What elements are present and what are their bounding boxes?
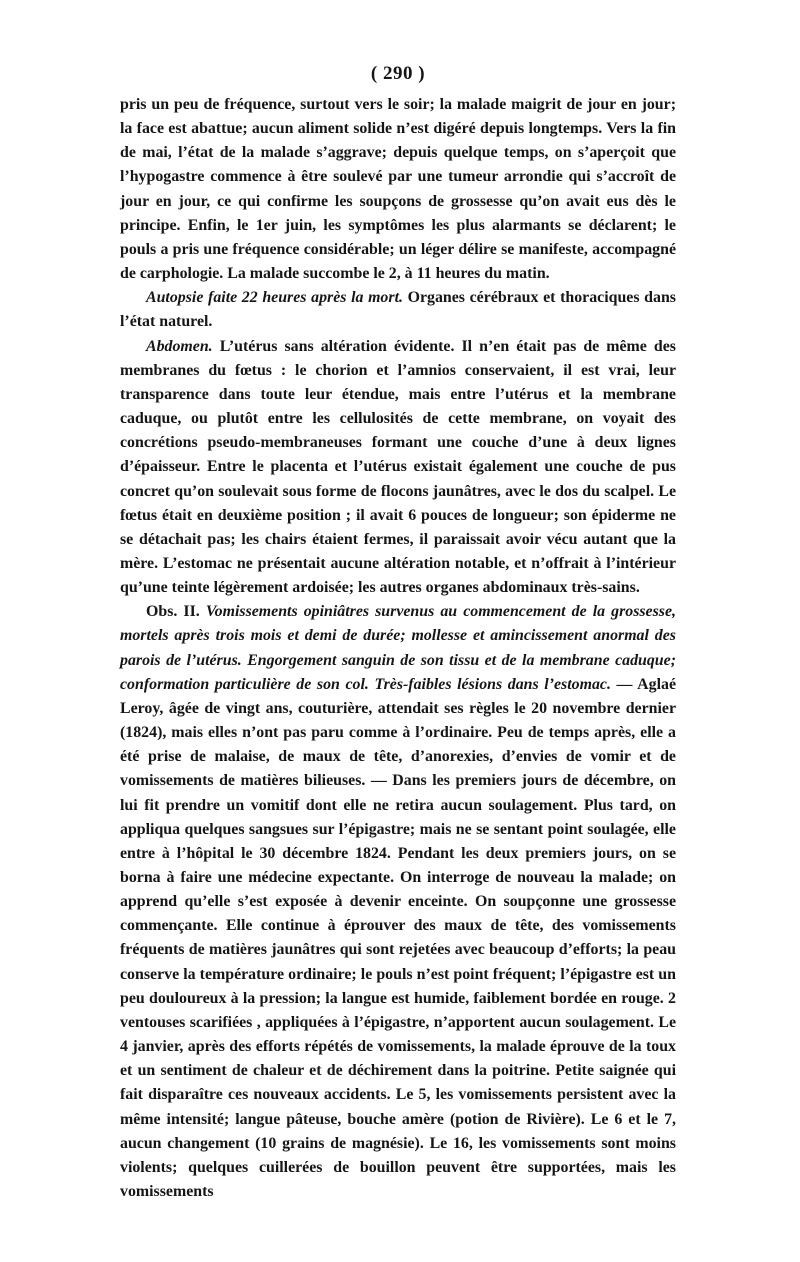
paragraph bbox=[120, 600, 676, 1204]
italic-text: mollesse et amincissement anormal des parois de l’utérus. Engorgement sanguin de son tissu et de la membrane caduque; conformation particulière de son col. Très-faibles lésions dans l’estomac. bbox=[120, 627, 676, 693]
italic-text: Abdomen. bbox=[146, 337, 213, 355]
document-page bbox=[120, 62, 676, 1204]
paragraph bbox=[120, 286, 676, 334]
italic-text: Vomissements opiniâtres survenus au commencement de la grossesse, mortels après trois mois et demi de durée; bbox=[120, 603, 677, 645]
paragraph bbox=[120, 93, 676, 286]
text-segment: Obs. II. bbox=[146, 603, 206, 621]
text-segment: — Aglaé Leroy, âgée de vingt ans, couturière, attendait ses règles le 20 novembre dernier (1824), mais elles n’ont pas paru comme à l’ordinaire. Peu de temps après, elle a été prise de malaise, de maux de tête, d’anorexies, d’envies de vomir et de vomissements de matières bilieuses. — Dans les premiers jours de décembre, on lui fit prendre un vomitif dont elle ne retira aucun soulagement. Plus tard, on appliqua quelques sangsues sur l’épigastre; mais ne se sentant point soulagée, elle entre à l’hôpital le 30 décembre 1824. Pendant les deux premiers jours, on se borna à faire une médecine expectante. On interroge de nouveau la malade; on apprend qu’elle s’est exposée à devenir enceinte. On soupçonne une grossesse commençante. Elle continue à éprouver des maux de tête, des vomissements fréquents de matières jaunâtres qui sont rejetées avec beaucoup d’efforts; la peau conserve la température ordinaire; le pouls n’est point fréquent; l’épigastre est un peu douloureux à la pression; la langue est humide, faiblement bordée en rouge. 2 ventouses scarifiées , appliquées à l’épigastre, n’apportent aucun soulagement. Le 4 janvier, après des efforts répétés de vomissements, la malade éprouve de la toux et un sentiment de chaleur et de déchirement dans la poitrine. Petite saignée qui fait disparaître ces nouveaux accidents. Le 5, les vomissements persistent avec la même intensité; langue pâteuse, bouche amère (potion de Rivière). Le 6 et le 7, aucun changement (10 grains de magnésie). Le 16, les vomissements sont moins violents; quelques cuillerées de bouillon peuvent être supportées, mais les vomissements bbox=[120, 675, 676, 1201]
page-number: ( 290 ) bbox=[370, 63, 426, 84]
italic-text: Autopsie faite 22 heures après la mort. bbox=[146, 289, 403, 307]
text-segment: pris un peu de fréquence, surtout vers le soir; la malade maigrit de jour en jour; la face est abattue; aucun aliment solide n’est digéré depuis longtemps. Vers la fin de mai, l’état de la malade s’aggrave; depuis quelque temps, on s’aperçoit que l’hypogastre commence à être soulevé par une tumeur arrondie qui s’accroît de jour en jour, ce qui confirme les soupçons de grossesse qu’on avait eus dès le principe. Enfin, le 1er juin, les symptômes les plus alarmants se déclarent; le pouls a pris une fréquence considérable; un léger délire se manifeste, accompagné de carphologie. La malade succombe le 2, à 11 heures du matin. bbox=[120, 96, 676, 283]
text-segment: Organes cérébraux et thoraciques dans l’état naturel. bbox=[120, 289, 676, 331]
paragraph bbox=[120, 335, 676, 601]
text-segment: L’utérus sans altération évidente. Il n’en était pas de même des membranes du fœtus : le chorion et l’amnios conservaient, il est vrai, leur transparence dans toute leur étendue, mais entre l’utérus et la membrane caduque, ou plutôt entre les cellulosités de cette membrane, on voyait des concrétions pseudo-membraneuses formant une couche d’une à deux lignes d’épaisseur. Entre le placenta et l’utérus existait également une couche de pus concret qu’on soulevait sous forme de flocons jaunâtres, avec le dos du scalpel. Le fœtus était en deuxième position ; il avait 6 pouces de longueur; son épiderme ne se détachait pas; les chairs étaient fermes, il paraissait avoir vécu autant que la mère. L’estomac ne présentait aucune altération notable, et n’offrait à l’intérieur qu’une teinte légèrement ardoisée; les autres organes abdominaux très-sains. bbox=[120, 337, 676, 597]
body-text bbox=[120, 93, 676, 1204]
